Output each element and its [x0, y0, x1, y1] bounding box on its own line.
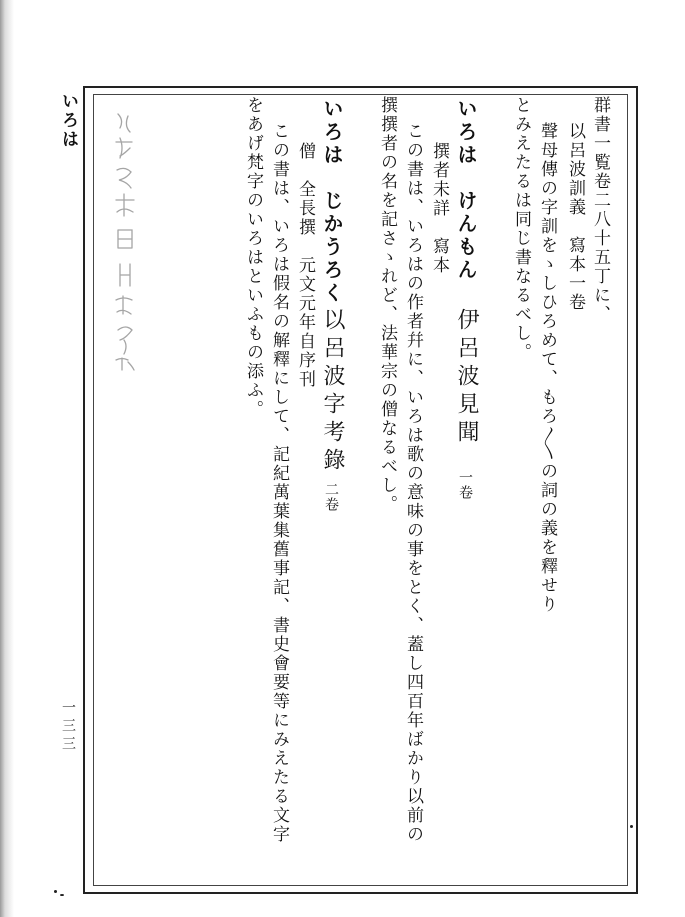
scan-speck: [60, 894, 64, 896]
entry-heading-reading: いろは けんもん: [454, 98, 478, 282]
text-column: をあげ梵字のいろはといふもの添ふ。: [243, 96, 263, 419]
text-column: この書は、いろは假名の解釋にして、記紀萬葉集舊事記、書史會要等にみえたる文字: [269, 122, 289, 844]
scan-speck: [54, 890, 57, 893]
entry-title: 伊呂波見聞: [454, 308, 479, 448]
text-column: 聲母傳の字訓をゝしひろめて、もろ〳〵の詞の義を釋せり: [537, 122, 557, 614]
text-column: 撰者未詳 寫本: [429, 142, 449, 275]
text-column: この書は、いろはの作者幷に、いろは歌の意味の事をとく、蓋し四百年ばかり以前の: [403, 122, 423, 844]
page-number: 一三三: [60, 700, 76, 754]
handwritten-pencil-note: [108, 108, 142, 378]
page-edge-shadow: [0, 0, 14, 917]
text-column: 僧 全長撰 元文元年自序刊: [295, 142, 315, 389]
entry-volume: 一卷: [457, 470, 473, 500]
entry-volume: 二卷: [323, 482, 339, 512]
text-column: 以呂波訓義 寫本一卷: [565, 122, 585, 312]
entry-title: 以呂波字考錄: [320, 308, 345, 476]
text-column: 群書一覧卷二八十五丁に、: [590, 96, 610, 324]
scan-speck: [630, 825, 633, 828]
text-column: とみえたるは同じ書なるべし。: [511, 96, 531, 362]
running-head: いろは: [58, 92, 78, 149]
entry-heading-reading: いろは じかうろく: [320, 98, 344, 305]
text-column: 撰撰者の名を記さゝれど、法華宗の僧なるべし。: [377, 96, 397, 514]
